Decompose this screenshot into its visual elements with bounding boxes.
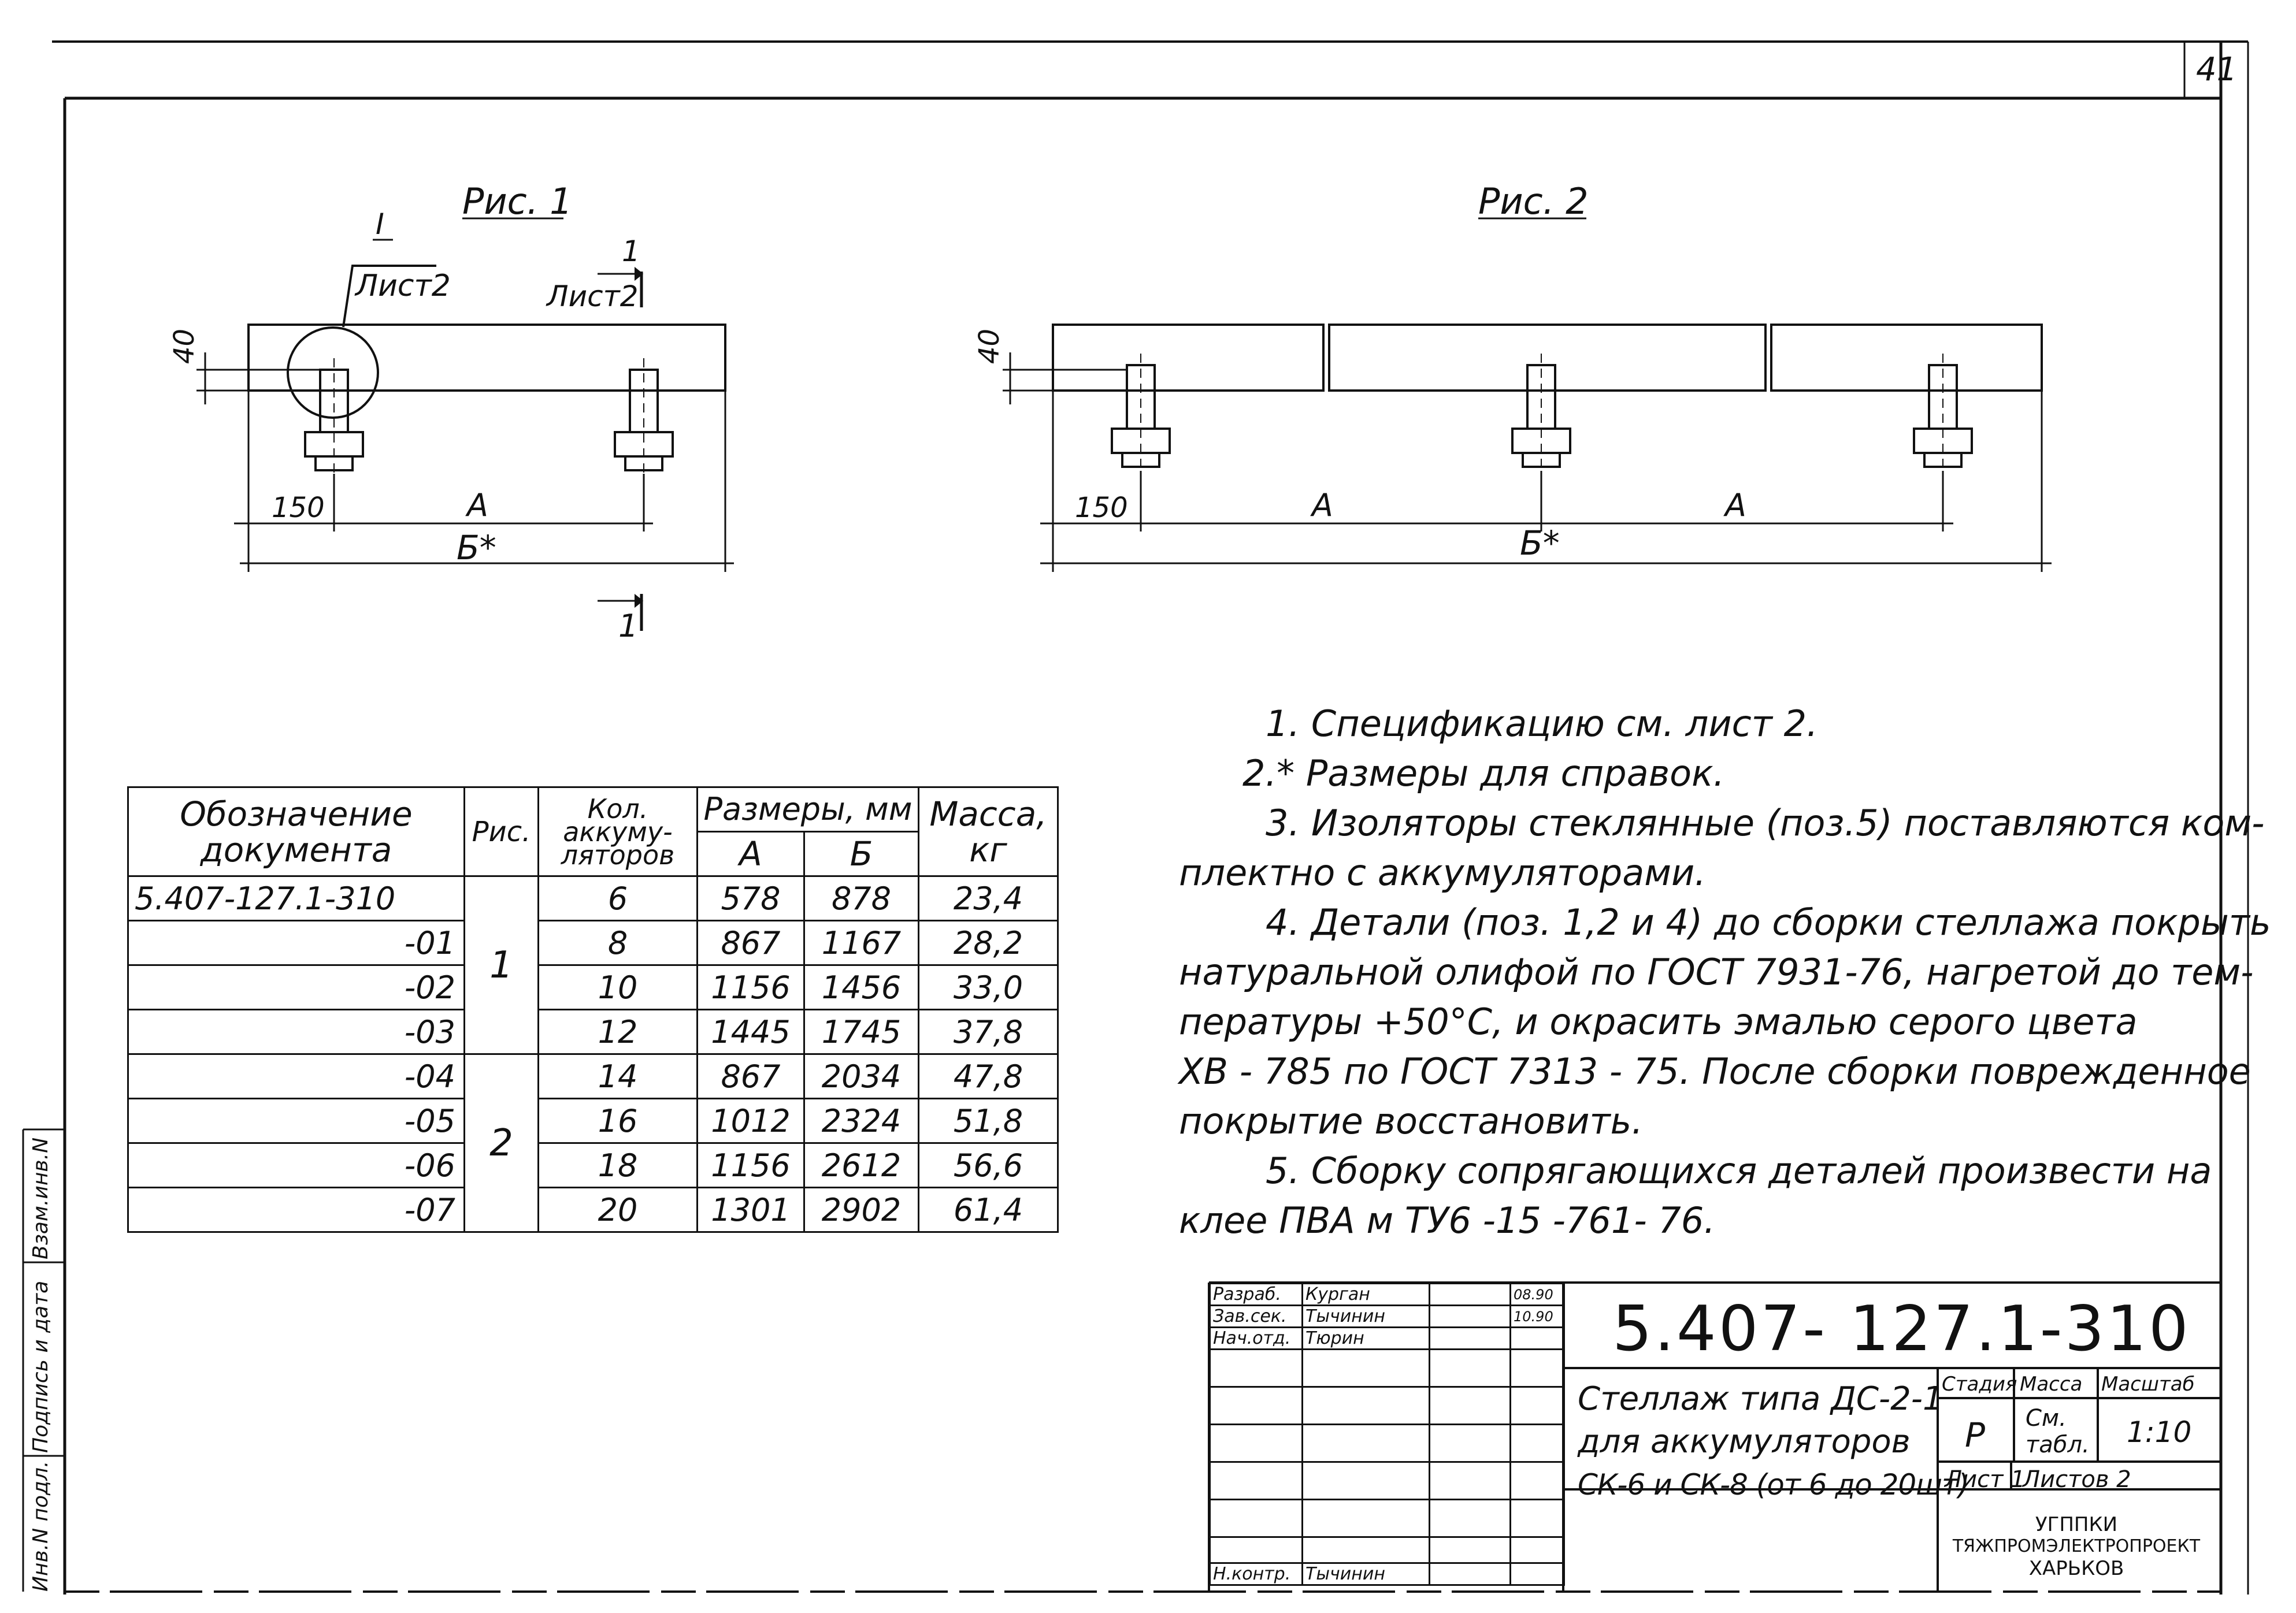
note-line: 1. Спецификацию см. лист 2. [1266, 703, 1818, 745]
cell-mass: 47,8 [919, 1054, 1058, 1099]
cell-count: 14 [539, 1054, 698, 1099]
header-fig: Рис. [465, 787, 539, 876]
figure-1-drawing [196, 266, 734, 631]
role-name: Тюрин [1303, 1328, 1430, 1350]
fig2-dim-A1: А [1312, 487, 1333, 523]
cell-b: 2034 [804, 1054, 919, 1099]
sheet-label: Лист 1 [1945, 1466, 2026, 1493]
cell-b: 878 [804, 876, 919, 921]
note-line: 5. Сборку сопрягающихся деталей произвести на [1266, 1150, 2212, 1192]
cell-count: 8 [539, 921, 698, 965]
drawing-title [1578, 1378, 1969, 1506]
cell-b: 2612 [804, 1143, 919, 1188]
drawing-title-line-1: Стеллаж типа ДС-2-1 [1578, 1380, 1943, 1418]
table-row [128, 1099, 1058, 1143]
role-signature [1430, 1306, 1511, 1328]
sheets-label: Листов 2 [2023, 1466, 2131, 1493]
cell-count: 20 [539, 1188, 698, 1232]
header-mass [919, 787, 1058, 876]
stage-label: Стадия [1942, 1373, 2017, 1396]
cell-a: 1156 [698, 965, 804, 1010]
cell-count: 16 [539, 1099, 698, 1143]
fig1-dim-B: Б* [457, 528, 496, 567]
role-date [1511, 1328, 1564, 1350]
figure-2-title: Рис. 2 [1478, 180, 1589, 222]
sidebar-label-signature: Подпись и дата [29, 1280, 53, 1453]
scale-value: 1:10 [2127, 1415, 2192, 1449]
table-row [128, 921, 1058, 965]
role-label: Нач.отд. [1210, 1328, 1303, 1350]
role-signature [1430, 1284, 1511, 1306]
note-line: 2.* Размеры для справок. [1242, 752, 1725, 794]
section-1-sheet: Лист2 [547, 280, 639, 313]
cell-a: 578 [698, 876, 804, 921]
role-signature [1430, 1328, 1511, 1350]
role-date: 08.90 [1511, 1284, 1564, 1306]
cell-a: 867 [698, 1054, 804, 1099]
cell-a: 867 [698, 921, 804, 965]
mass-value-l2: табл. [2026, 1432, 2090, 1458]
cell-fig-group-1: 1 [465, 876, 539, 1054]
fig1-dim-40: 40 [168, 328, 201, 364]
document-code: 5.407- 127.1-310 [1612, 1293, 2191, 1365]
page-number: 41 [2196, 51, 2238, 88]
signature-row-empty [1210, 1425, 1564, 1462]
drawing-title-line-2: для аккумуляторов [1578, 1423, 1911, 1460]
cell-doc: -06 [128, 1143, 465, 1188]
notes-block [1179, 699, 2271, 1246]
cell-mass: 33,0 [919, 965, 1058, 1010]
cell-a: 1301 [698, 1188, 804, 1232]
cell-a: 1156 [698, 1143, 804, 1188]
mass-value [2026, 1405, 2090, 1458]
section-1-bottom-label: 1 [618, 608, 639, 644]
header-doc: Обозначение документа [128, 787, 465, 876]
header-mass-l2: кг [969, 830, 1007, 869]
cell-b: 1456 [804, 965, 919, 1010]
role-label: Разраб. [1210, 1284, 1303, 1306]
header-count [539, 787, 698, 876]
header-count-l2: аккуму- [563, 816, 673, 848]
table-header-row [128, 787, 1058, 832]
cell-b: 1745 [804, 1010, 919, 1054]
callout-I-label: I [376, 207, 384, 241]
note-line: клее ПВА м ТУ6 -15 -761- 76. [1179, 1199, 1716, 1242]
table-row [128, 965, 1058, 1010]
header-sizes: Размеры, мм [698, 787, 919, 832]
cell-doc: -03 [128, 1010, 465, 1054]
note-line: плектно с аккумуляторами. [1179, 852, 1706, 894]
variants-table [127, 786, 1059, 1233]
fig1-dim-150: 150 [272, 492, 325, 524]
callout-I-sheet: Лист2 [355, 269, 451, 303]
note-line: покрытие восстановить. [1179, 1100, 1643, 1142]
role-signature [1430, 1563, 1511, 1585]
cell-a: 1445 [698, 1010, 804, 1054]
organization-name [1941, 1514, 2212, 1579]
signature-row-empty [1210, 1350, 1564, 1387]
cell-b: 2324 [804, 1099, 919, 1143]
cell-mass: 23,4 [919, 876, 1058, 921]
table-row [128, 1010, 1058, 1054]
fig1-dim-A: А [467, 487, 488, 523]
figure-1-title: Рис. 1 [462, 180, 573, 222]
signature-row-empty [1210, 1387, 1564, 1425]
org-line-2: ТЯЖПРОМЭЛЕКТРОПРОЕКТ [1952, 1536, 2201, 1556]
table-row [128, 876, 1058, 921]
signature-row [1210, 1284, 1564, 1306]
signature-row [1210, 1563, 1564, 1585]
cell-mass: 28,2 [919, 921, 1058, 965]
fig2-dim-B: Б* [1520, 523, 1560, 563]
cell-doc: -05 [128, 1099, 465, 1143]
cell-doc: -07 [128, 1188, 465, 1232]
cell-doc: -01 [128, 921, 465, 965]
role-date [1511, 1563, 1564, 1585]
cell-b: 2902 [804, 1188, 919, 1232]
signature-row [1210, 1328, 1564, 1350]
fig2-dim-150: 150 [1075, 492, 1128, 524]
org-line-3: ХАРЬКОВ [2028, 1557, 2124, 1580]
note-line: натуральной олифой по ГОСТ 7931-76, нагретой до тем- [1179, 951, 2254, 993]
note-line: 4. Детали (поз. 1,2 и 4) до сборки стеллажа покрыть [1266, 901, 2271, 943]
note-line: пературы +50°С, и окрасить эмалью серого цвета [1179, 1001, 2138, 1043]
cell-mass: 51,8 [919, 1099, 1058, 1143]
org-line-1: УГППКИ [2035, 1513, 2118, 1536]
stage-value: Р [1965, 1415, 1985, 1455]
role-date: 10.90 [1511, 1306, 1564, 1328]
cell-b: 1167 [804, 921, 919, 965]
cell-mass: 37,8 [919, 1010, 1058, 1054]
role-name: Тычинин [1303, 1306, 1430, 1328]
cell-a: 1012 [698, 1099, 804, 1143]
table-row [128, 1143, 1058, 1188]
cell-count: 12 [539, 1010, 698, 1054]
header-count-l1: Кол. [587, 793, 648, 824]
title-block-signatures [1209, 1283, 1565, 1586]
note-line: 3. Изоляторы стеклянные (поз.5) поставляются ком- [1266, 802, 2265, 844]
cell-fig-group-2: 2 [465, 1054, 539, 1232]
cell-doc: -04 [128, 1054, 465, 1099]
cell-count: 10 [539, 965, 698, 1010]
mass-value-l1: См. [2026, 1405, 2067, 1432]
cell-count: 18 [539, 1143, 698, 1188]
signature-row-empty [1210, 1537, 1564, 1563]
mass-label: Масса [2020, 1373, 2083, 1396]
note-line: ХВ - 785 по ГОСТ 7313 - 75. После сборки поврежденное [1179, 1050, 2251, 1092]
role-name: Курган [1303, 1284, 1430, 1306]
header-size-a: А [698, 832, 804, 876]
fig2-dim-A2: А [1725, 487, 1746, 523]
drawing-title-line-3: СК-6 и СК-8 (от 6 до 20шт) [1578, 1468, 1969, 1501]
signature-row-empty [1210, 1462, 1564, 1500]
table-row [128, 1054, 1058, 1099]
header-count-l3: ляторов [561, 839, 675, 871]
header-mass-l1: Масса, [929, 794, 1047, 834]
cell-mass: 61,4 [919, 1188, 1058, 1232]
header-size-b: Б [804, 832, 919, 876]
cell-doc: 5.407-127.1-310 [128, 876, 465, 921]
cell-count: 6 [539, 876, 698, 921]
fig2-dim-40: 40 [973, 328, 1006, 364]
sidebar-label-inv: Инв.N подл. [29, 1460, 53, 1592]
sidebar-label-replace: Взам.инв.N [29, 1137, 53, 1259]
role-name: Тычинин [1303, 1563, 1430, 1585]
signature-row-empty [1210, 1500, 1564, 1537]
table-row [128, 1188, 1058, 1232]
role-label: Н.контр. [1210, 1563, 1303, 1585]
scale-label: Масштаб [2101, 1373, 2195, 1396]
cell-doc: -02 [128, 965, 465, 1010]
role-label: Зав.сек. [1210, 1306, 1303, 1328]
cell-mass: 56,6 [919, 1143, 1058, 1188]
section-1-top-label: 1 [622, 235, 640, 268]
signature-row [1210, 1306, 1564, 1328]
